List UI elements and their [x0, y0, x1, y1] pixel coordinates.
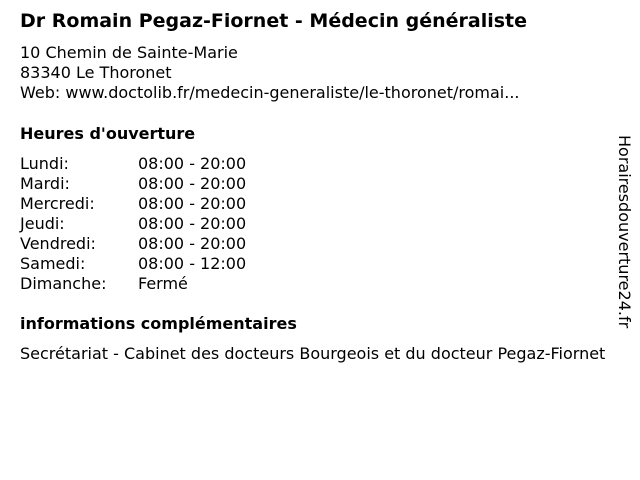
day-label: Mardi: — [20, 174, 70, 193]
day-label: Jeudi: — [20, 214, 65, 233]
day-label: Vendredi: — [20, 234, 96, 253]
address-street: 10 Chemin de Sainte-Marie — [20, 43, 238, 62]
day-label: Lundi: — [20, 154, 69, 173]
hours-row-tuesday — [20, 174, 246, 194]
address-city: 83340 Le Thoronet — [20, 63, 172, 82]
hours-row-friday — [20, 234, 246, 254]
website-link[interactable]: Web: www.doctolib.fr/medecin-generaliste/le-thoronet/romai... — [20, 83, 520, 102]
additional-info-text: Secrétariat - Cabinet des docteurs Bourgeois et du docteur Pegaz-Fiornet — [20, 344, 606, 363]
day-hours: 08:00 - 20:00 — [138, 154, 247, 173]
hours-row-sunday — [20, 274, 246, 294]
day-hours: 08:00 - 20:00 — [138, 234, 247, 253]
day-hours: 08:00 - 20:00 — [138, 194, 247, 213]
day-hours: Fermé — [138, 274, 188, 293]
day-label: Dimanche: — [20, 274, 107, 293]
opening-hours-list — [20, 154, 246, 294]
day-hours: 08:00 - 20:00 — [138, 174, 247, 193]
additional-info-heading: informations complémentaires — [20, 314, 297, 333]
hours-row-monday — [20, 154, 246, 174]
hours-row-saturday — [20, 254, 246, 274]
day-hours: 08:00 - 20:00 — [138, 214, 247, 233]
page-title: Dr Romain Pegaz-Fiornet - Médecin généraliste — [20, 10, 528, 32]
hours-row-wednesday — [20, 194, 246, 214]
address-block — [20, 43, 520, 103]
opening-hours-heading: Heures d'ouverture — [20, 124, 196, 143]
site-watermark: Horairesdouverture24.fr — [615, 135, 634, 329]
day-label: Samedi: — [20, 254, 86, 273]
day-label: Mercredi: — [20, 194, 95, 213]
hours-row-thursday — [20, 214, 246, 234]
day-hours: 08:00 - 12:00 — [138, 254, 247, 273]
